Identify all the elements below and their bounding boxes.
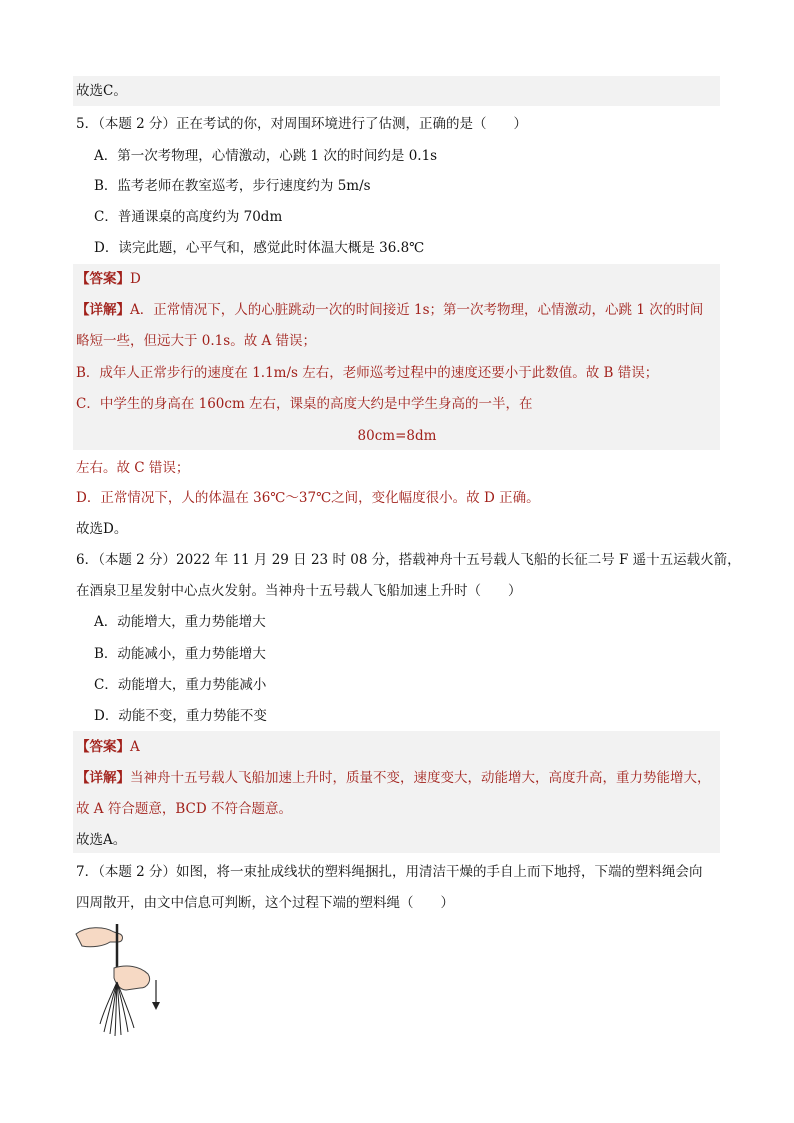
spread-strings [100, 982, 134, 1036]
q6-stem-line-2: 在酒泉卫星发射中心点火发射。当神舟十五号载人飞船加速上升时（ ） [76, 583, 522, 599]
q5-stem: 5．（本题 2 分）正在考试的你，对周围环境进行了估测，正确的是（ ） [76, 116, 528, 132]
q5-detail-line-2: 略短一些，但远大于 0.1s。故 A 错误； [76, 333, 317, 349]
q5-conclusion: 故选D。 [76, 521, 128, 537]
q6-conclusion: 故选A。 [76, 832, 127, 848]
q6-answer [76, 738, 140, 756]
bottom-hand-icon [114, 966, 150, 990]
q5-formula: 80cm=8dm [357, 428, 437, 444]
q6-option-b: B．动能减小，重力势能增大 [94, 646, 266, 662]
answer-value: D [130, 271, 141, 287]
q5-after-line-1: 左右。故 C 错误； [76, 460, 190, 476]
q7-stem-line-2: 四周散开，由文中信息可判断，这个过程下端的塑料绳（ ） [76, 895, 454, 911]
arrow-head-icon [152, 1002, 160, 1010]
q6-answer-box [73, 731, 720, 853]
answer-label: 【答案】 [76, 271, 130, 287]
q5-option-b: B．监考老师在教室巡考，步行速度约为 5m/s [94, 178, 371, 194]
q6-detail-line-1: 【详解】当神舟十五号载人飞船加速上升时，质量不变，速度变大，动能增大，高度升高，重力势能增大， [76, 770, 711, 786]
q4-conclusion: 故选C。 [76, 83, 127, 99]
q7-figure-hand-strings [74, 920, 174, 1040]
top-hand-icon [76, 928, 122, 947]
q5-detail-line-1: 【详解】A．正常情况下，人的心脏跳动一次的时间接近 1s；第一次考物理，心情激动，心跳 1 次的时间 [76, 302, 704, 318]
q5-answer-box [73, 264, 720, 450]
q5-detail-line-4: C．中学生的身高在 160cm 左右，课桌的高度大约是中学生身高的一半，在 [76, 396, 533, 412]
q7-stem-line-1: 7．（本题 2 分）如图，将一束扯成线状的塑料绳捆扎，用清洁干燥的手自上而下地捋，下端的塑料绳会向 [76, 864, 703, 880]
q5-option-d: D．读完此题，心平气和，感觉此时体温大概是 36.8℃ [94, 240, 425, 256]
answer-value: A [130, 739, 140, 755]
q6-option-c: C．动能增大，重力势能减小 [94, 677, 267, 693]
answer-label: 【答案】 [76, 739, 130, 755]
q6-option-d: D．动能不变，重力势能不变 [94, 708, 267, 724]
q6-option-a: A．动能增大，重力势能增大 [94, 614, 266, 630]
q5-after-line-2: D．正常情况下，人的体温在 36℃～37℃之间，变化幅度很小。故 D 正确。 [76, 490, 540, 506]
q5-option-c: C．普通课桌的高度约为 70dm [94, 209, 283, 225]
q5-detail-line-3: B．成年人正常步行的速度在 1.1m/s 左右，老师巡考过程中的速度还要小于此数值。故 B 错误； [76, 365, 659, 381]
detail-label: 【详解】 [76, 770, 130, 786]
q6-stem-line-1: 6．（本题 2 分）2022 年 11 月 29 日 23 时 08 分，搭载神舟十五号载人飞船的长征二号 F 遥十五运载火箭， [76, 552, 741, 568]
q5-answer [76, 270, 141, 288]
q5-option-a: A．第一次考物理，心情激动，心跳 1 次的时间约是 0.1s [94, 148, 438, 164]
conclusion-box [73, 76, 720, 106]
q6-detail-line-2: 故 A 符合题意，BCD 不符合题意。 [76, 801, 292, 817]
detail-label: 【详解】 [76, 302, 130, 318]
